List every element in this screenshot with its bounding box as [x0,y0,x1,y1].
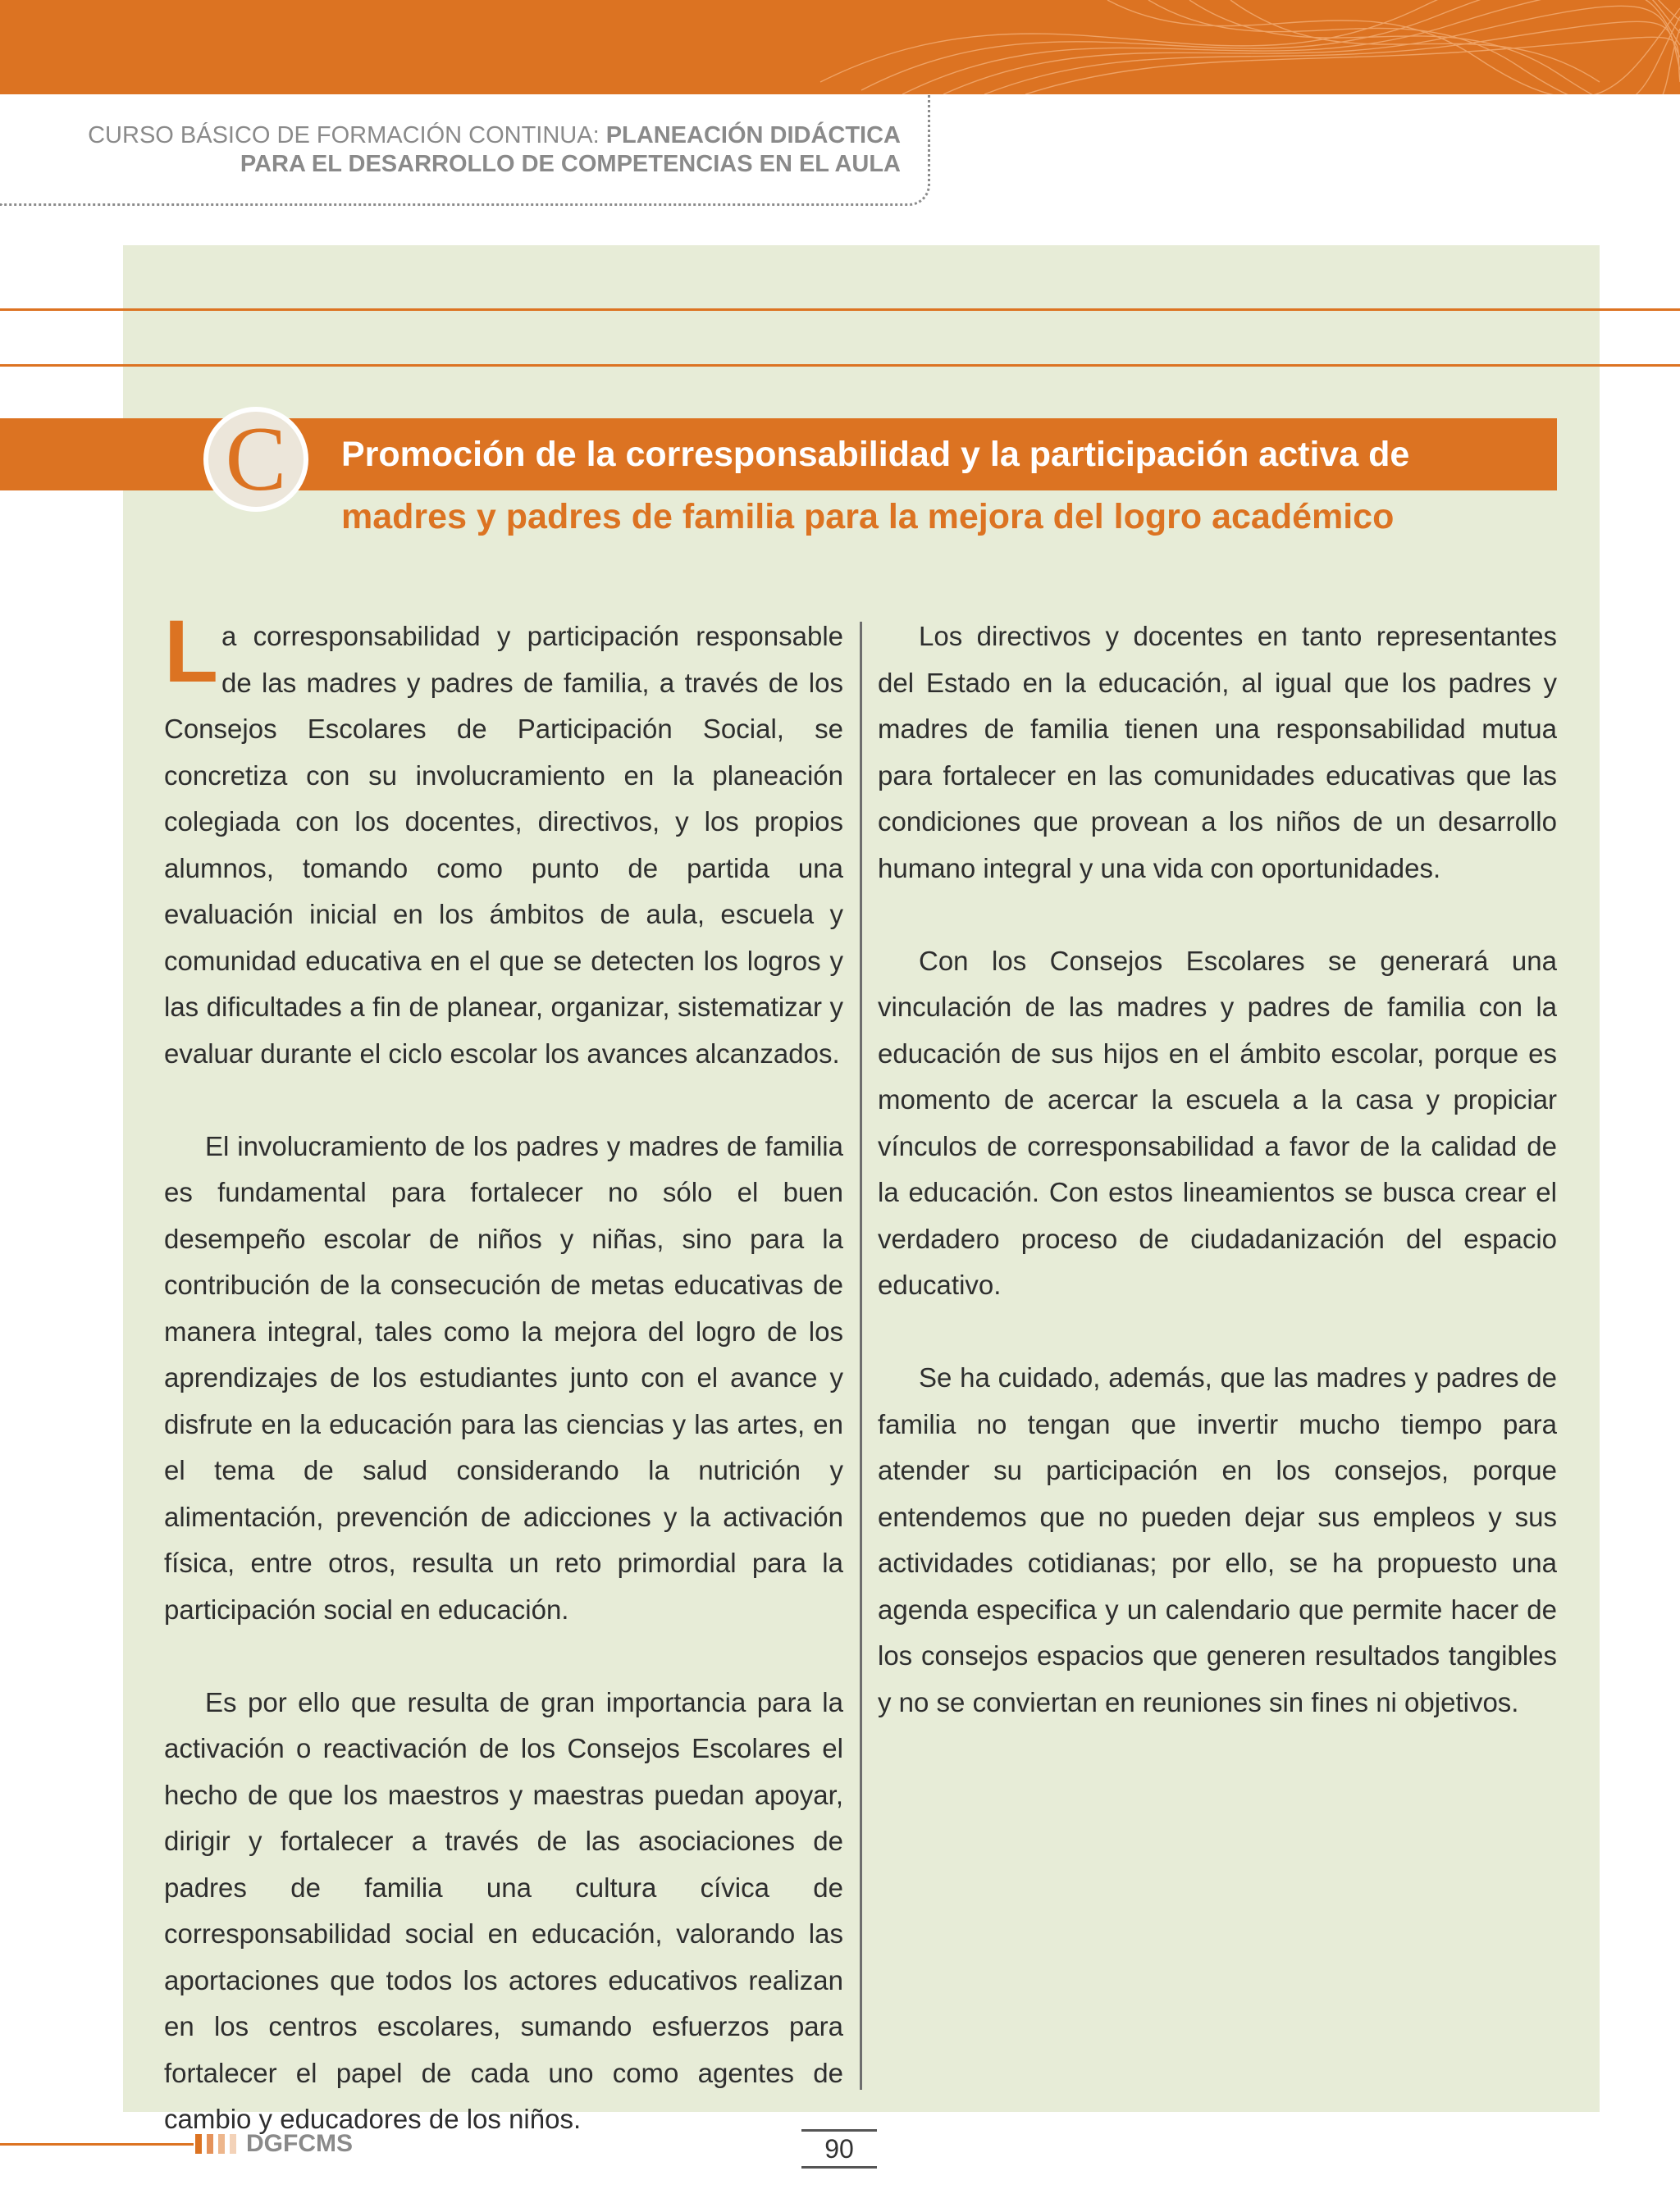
page-number: 90 [801,2129,877,2169]
section-title-line-2: madres y padres de familia para la mejora del logro académico [341,497,1395,536]
divider-line-top [0,308,1680,311]
top-decorative-band [0,0,1680,94]
course-title-bold-2: PARA EL DESARROLLO DE COMPETENCIAS EN EL AULA [240,151,901,177]
footer-bars-icon [195,2134,241,2154]
right-column [878,613,1557,1772]
section-letter-badge: C [203,407,308,512]
divider-line-bottom [0,364,1680,367]
right-paragraph-2: Con los Consejos Escolares se generará una vinculación de las madres y padres de familia con la educación de sus hijos en el ámbito escolar, porque es momento de acercar la escuela a la casa y propiciar vínculos de corresponsabilidad a favor de la calidad de la educación. Con estos lineamientos se busca crear el verdadero proceso de ciudadanización del espacio educativo. [878,945,1557,1300]
section-title-line-1: Promoción de la corresponsabilidad y la participación activa de [341,435,1410,474]
footer-label: DGFCMS [246,2130,353,2157]
drop-cap: L [164,601,218,700]
left-paragraph-2: El involucramiento de los padres y madres de familia es fundamental para fortalecer no sólo el buen desempeño escolar de niños y niñas, sino para la contribución de la consecución de metas educativas de manera integral, tales como la mejora del logro de los aprendizajes de los estudiantes junto con el avance y disfrute en la educación para las ciencias y las artes, en el tema de salud considerando la nutrición y alimentación, prevención de adicciones y la activación física, entre otros, resulta un reto primordial para la participación social en educación. [164,1130,843,1625]
left-column [164,601,843,2189]
right-paragraph-1: Los directivos y docentes en tanto representantes del Estado en la educación, al igual que los padres y madres de familia tienen una responsabilidad mutua para fortalecer en las comunidades educativas que las condiciones que provean a los niños de un desarrollo humano integral y una vida con oportunidades. [878,621,1557,883]
course-title-bold-1: PLANEACIÓN DIDÁCTICA [605,122,901,148]
footer-accent-line [0,2143,194,2146]
left-paragraph-1-text: a corresponsabilidad y participación responsable de las madres y padres de familia, a través de los Consejos Escolares de Participación Social, se concretiza con su involucramiento en la planeación colegiada con los docentes, directivos, y los propios alumnos, tomando como punto de partida una evaluación inicial en los ámbitos de aula, escuela y comunidad educativa en el que se detecten los logros y las dificultades a fin de planear, organizar, sistematizar y evaluar durante el ciclo escolar los avances alcanzados. [164,621,843,1069]
left-paragraph-3: Es por ello que resulta de gran importancia para la activación o reactivación de los Consejos Escolares el hecho de que los maestros y maestras puedan apoyar, dirigir y fortalecer a través de las asociaciones de padres de familia una cultura cívica de corresponsabilidad social en educación, valorando las aportaciones que todos los actores educativos realizan en los centros escolares, sumando esfuerzos para fortalecer el papel de cada uno como agentes de cambio y educadores de los niños. [164,1686,843,2134]
left-paragraph-1 [164,601,843,1077]
column-divider [860,622,862,2090]
wave-pattern-graphic [0,0,1680,94]
right-paragraph-3: Se ha cuidado, además, que las madres y padres de familia no tengan que invertir mucho tiempo para atender su participación en los consejos, porque entendemos que no pueden dejar sus empleos y sus actividades cotidianas; por ello, se ha propuesto una agenda especifica y un calendario que permite hacer de los consejos espacios que generen resultados tangibles y no se conviertan en reuniones sin fines ni objetivos. [878,1362,1557,1717]
course-title [88,121,901,179]
course-title-prefix: CURSO BÁSICO DE FORMACIÓN CONTINUA: [88,122,606,148]
